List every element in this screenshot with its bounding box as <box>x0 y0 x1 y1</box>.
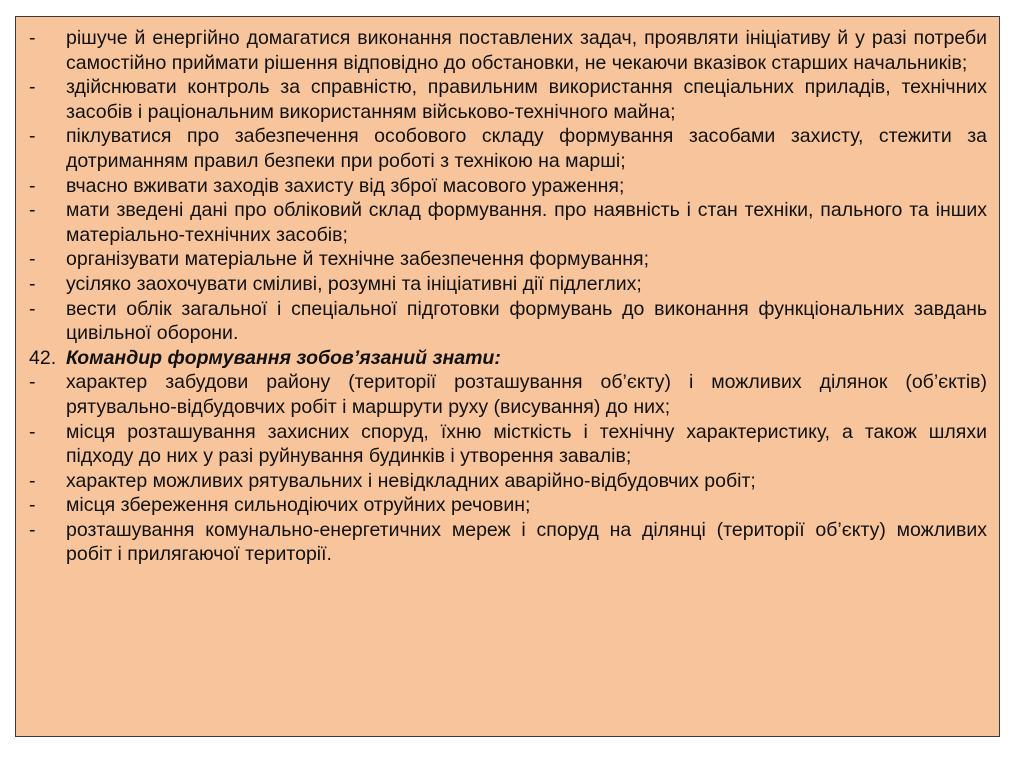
item-marker: - <box>29 272 36 295</box>
item-marker: - <box>29 494 36 517</box>
item-text: місця розташування захисних споруд, їхню місткість і технічну характеристику, а також шляхи підходу до них у разі руйнування будинків і утворення завалів; <box>66 420 987 468</box>
item-text: розташування комунально-енергетичних мереж і споруд на ділянці (території об’єкту) можливих робіт і прилягаючої території. <box>66 518 987 566</box>
item-marker: - <box>29 27 36 49</box>
item-marker: - <box>29 371 36 394</box>
list-item <box>29 469 987 494</box>
list-item <box>29 174 987 199</box>
list-item <box>29 26 987 75</box>
item-text: мати зведені дані про обліковий склад формування. про наявність і стан техніки, пального та інших матеріально-технічних засобів; <box>66 199 987 246</box>
item-text: характер забудови району (території розташування об’єкту) і можливих ділянок (об’єктів) рятувально-відбудовчих робіт і маршрути руху (висування) до них; <box>66 371 987 418</box>
item-marker: - <box>29 248 36 271</box>
section-title: Командир формування зобов’язаний знати: <box>66 346 501 369</box>
section-heading <box>29 346 987 371</box>
list-item <box>29 75 987 124</box>
list-item <box>29 198 987 247</box>
item-marker: - <box>29 297 36 320</box>
list-item <box>29 272 987 297</box>
item-text: усіляко заохочувати сміливі, розумні та ініціативні дії підлеглих; <box>66 272 642 295</box>
list-item <box>29 247 987 272</box>
list-item <box>29 370 987 419</box>
item-text: здійснювати контроль за справністю, правильним використання спеціальних приладів, технічних засобів і раціональним використанням військово-технічного майна; <box>66 76 987 123</box>
list-item <box>29 124 987 173</box>
item-marker: - <box>29 420 36 443</box>
item-text: організувати матеріальне й технічне забезпечення формування; <box>66 248 650 271</box>
item-marker: - <box>29 125 36 148</box>
item-marker: - <box>29 76 36 99</box>
slide-content <box>15 16 1000 737</box>
item-marker: - <box>29 174 36 197</box>
item-text: характер можливих рятувальних і невідкладних аварійно-відбудовчих робіт; <box>66 469 756 492</box>
section-number: 42. <box>29 346 57 369</box>
item-marker: - <box>29 518 36 541</box>
item-text: рішуче й енергійно домагатися виконання поставлених задач, проявляти ініціативу й у разі потреби самостійно приймати рішення відповідно до обстановки, не чекаючи вказівок старших начальників; <box>66 27 987 74</box>
list-item <box>29 420 987 469</box>
item-marker: - <box>29 469 36 492</box>
list-item <box>29 493 987 518</box>
item-text: вчасно вживати заходів захисту від зброї масового ураження; <box>66 174 625 197</box>
item-text: піклуватися про забезпечення особового складу формування засобами захисту, стежити за дотриманням правил безпеки при роботі з технікою на марші; <box>66 125 987 172</box>
list-item <box>29 518 987 567</box>
item-text: місця збереження сильнодіючих отруйних речовин; <box>66 494 531 517</box>
item-text: вести облік загальної і спеціальної підготовки формувань до виконання функціональних завдань цивільної оборони. <box>66 297 987 345</box>
list-item <box>29 297 987 346</box>
item-marker: - <box>29 199 36 222</box>
